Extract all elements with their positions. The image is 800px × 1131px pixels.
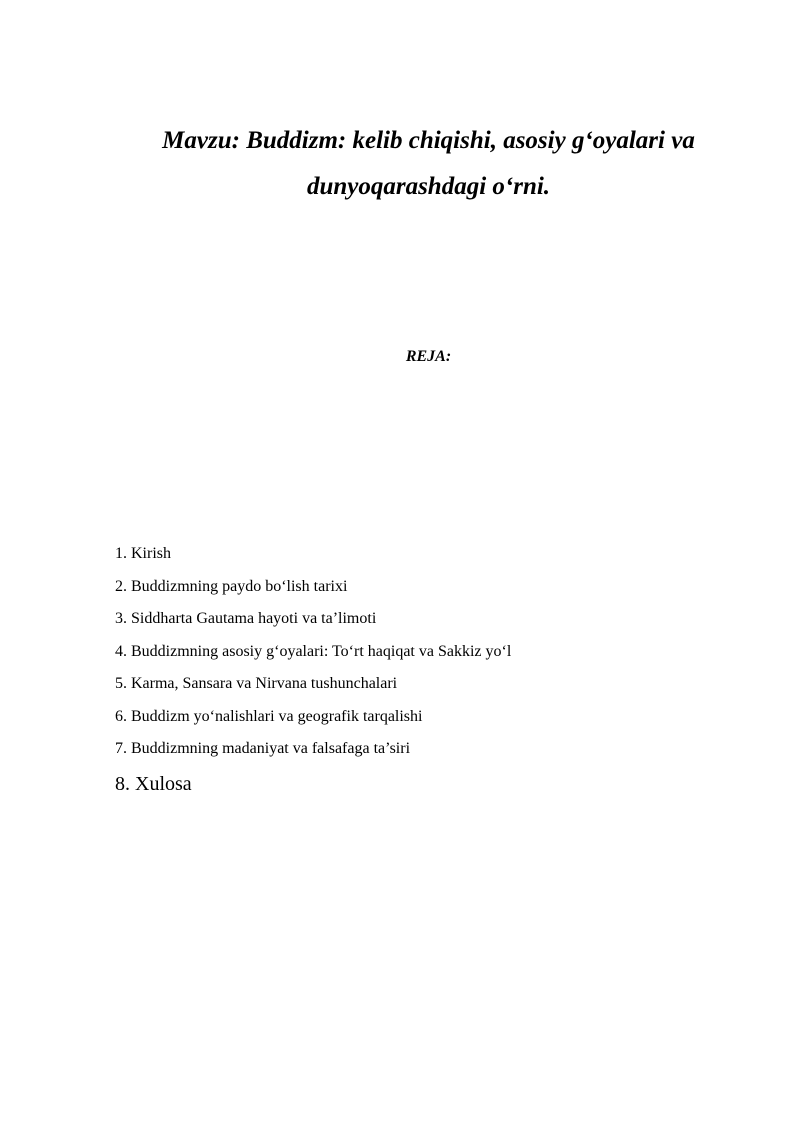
document-title: Mavzu: Buddizm: kelib chiqishi, asosiy g‘oyalari va dunyoqarashdagi o‘rni. xyxy=(162,127,695,200)
plan-list xyxy=(115,538,755,802)
plan-item-introduction: 1. Kirish xyxy=(115,545,171,562)
plan-item-branches: 6. Buddizm yo‘nalishlari va geografik tarqalishi xyxy=(115,707,423,725)
plan-item-origin-history: 2. Buddizmning paydo bo‘lish tarixi xyxy=(115,577,348,595)
plan-item-conclusion: 8. Xulosa xyxy=(115,772,192,795)
plan-item-main-ideas: 4. Buddizmning asosiy g‘oyalari: To‘rt haqiqat va Sakkiz yo‘l xyxy=(115,642,512,660)
plan-heading: REJA: xyxy=(405,348,452,365)
plan-item-influence: 7. Buddizmning madaniyat va falsafaga ta’siri xyxy=(115,740,411,757)
plan-item-siddhartha: 3. Siddharta Gautama hayoti va ta’limoti xyxy=(115,610,377,627)
plan-item-concepts: 5. Karma, Sansara va Nirvana tushunchalari xyxy=(115,675,398,692)
